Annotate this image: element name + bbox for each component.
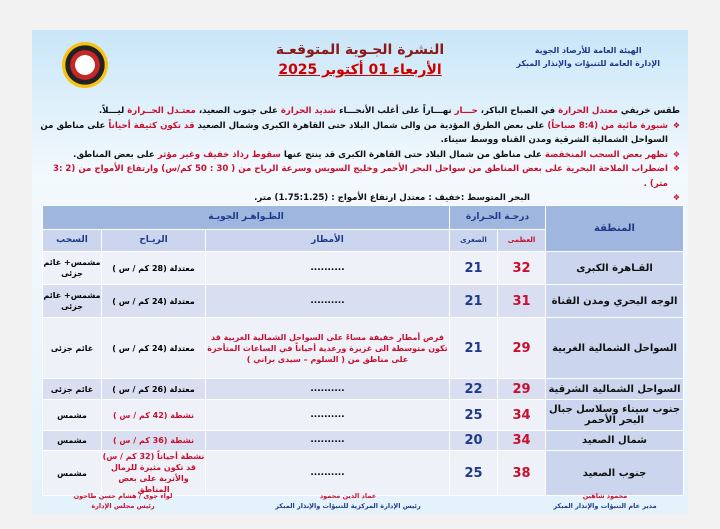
cell-wind: معتدلة (24 كم / س ) (102, 285, 206, 318)
bullet-item: ❖ شبورة مائية من (8:4 صباحاً) على بعض الطرق المؤدية من والى شمال البلاد حتى القاهرة الكبرى وشمال الصعيد قد تكون كثيفة أحياناً على مناطق من السواحل الشمالية الشرقية ومدن القناه ووسط سيناء. (40, 119, 680, 148)
header-rain: الأمطار (206, 230, 450, 252)
table-row (43, 431, 684, 451)
cell-max: 32 (498, 252, 546, 285)
cell-rain: .......... (206, 379, 450, 400)
summary: طقس خريفي معتدل الحرارة في الصباح الباكر، حـــار نهـــاراً على أغلب الأنحـــاء شديد الحرارة على جنوب الصعيد، معتـدل الحــرارة ليـــلاً. (98, 106, 680, 116)
cell-wind: نشطة (42 كم / س ) (102, 400, 206, 431)
cell-cloud: غائم جزئى (43, 318, 102, 379)
header-clouds: السحب (43, 230, 102, 252)
table-row (43, 252, 684, 285)
cell-rain: .......... (206, 400, 450, 431)
bullet-item: ❖ البحر المتوسط :خفيف : معتدل ارتفاع الأمواج : (1.75:1.25) متر. (40, 191, 680, 206)
cell-wind: نشطة أحياناً (32 كم / س) قد تكون مثيرة للرمال والأتربة على بعض المناطق (102, 452, 205, 494)
cell-wind: نشطة (36 كم / س ) (102, 431, 206, 451)
cell-wind: معتدلة (26 كم / س ) (102, 379, 206, 400)
cell-region: جنوب الصعيد (546, 451, 684, 496)
weather-bulletin (32, 30, 688, 514)
cell-rain: .......... (206, 431, 450, 451)
cell-region: القـاهرة الكبرى (546, 252, 684, 285)
cell-max: 31 (498, 285, 546, 318)
cell-min: 21 (450, 252, 498, 285)
signature: لواء جوى / هشام حسن طاحون رئيس مجلس الإدارة (73, 492, 173, 510)
bullet-item: ❖ اضطراب الملاحة البحرية على بعض المناطق من سواحل البحر الأحمر وخليج السويس وسرعة الرياح من ( 30 : 50 كم/س) وارتفاع الأمواج من (2 :3 متر) . (40, 162, 680, 191)
cell-rain: .......... (206, 451, 450, 496)
table-row (43, 285, 684, 318)
cell-max: 34 (498, 431, 546, 451)
table-row (43, 400, 684, 431)
cell-cloud: مشمس (43, 431, 102, 451)
forecast-table (42, 205, 684, 496)
cell-cloud: مشمس (43, 400, 102, 431)
cell-cloud: مشمس+ غائم جزئى (43, 252, 102, 285)
cell-min: 25 (450, 451, 498, 496)
cell-region: شمال الصعيد (546, 431, 684, 451)
header-region: المنطقة (546, 206, 684, 252)
table-row (43, 451, 684, 496)
cell-rain: .......... (206, 252, 450, 285)
cell-min: 21 (450, 285, 498, 318)
cell-max: 29 (498, 379, 546, 400)
bulletin-date: الأربعاء 01 أكتوبر 2025 (278, 62, 442, 78)
cell-region: الوجه البحري ومدن القناة (546, 285, 684, 318)
cell-max: 29 (498, 318, 546, 379)
bullet-item: ❖ تظهر بعض السحب المنخفضة على مناطق من شمال البلاد حتى القاهرة الكبرى قد ينتج عنها سقوط رذاذ خفيف وغير مؤثر على بعض المناطق. (40, 148, 680, 163)
cell-max: 34 (498, 400, 546, 431)
header-phenomena: الظـواهـر الجويـة (43, 206, 450, 230)
cell-min: 22 (450, 379, 498, 400)
cell-wind: معتدلة (28 كم / س ) (102, 252, 206, 285)
organization-name: الهيئة العامة للأرصاد الجوية الإدارة العامة للتنبؤات والإنذار المبكر (516, 46, 660, 68)
cell-min: 21 (450, 318, 498, 379)
cell-min: 25 (450, 400, 498, 431)
cell-region: السواحل الشمالية الشرقية (546, 379, 684, 400)
header-max: العظمى (498, 230, 546, 252)
cell-wind: معتدلة (24 كم / س ) (102, 318, 206, 379)
cell-rain: .......... (206, 285, 450, 318)
cell-cloud: غائم جزئى (43, 379, 102, 400)
cell-rain: فرص أمطار خفيفة مساءً على السواحل الشمالية الغربية قد تكون متوسطة الى غزيرة ورعدية أحياناً في الساعات المتأخرة على مناطق من ( السلوم – سيدى براني ) (206, 318, 450, 379)
forecast-text (40, 104, 680, 206)
table-row (43, 379, 684, 400)
bulletin-title: النشرة الجـوية المتوقعـة الأربعاء 01 أكتوبر 2025 (32, 40, 688, 80)
cell-region: جنوب سيناء وسلاسل جبال البحر الأحمر (546, 400, 684, 431)
cell-max: 38 (498, 451, 546, 496)
signature: محمود شاهين مدير عام التنبؤات والإنذار المبكر (553, 492, 657, 510)
signature: عماد الدين محمود رئيس الإدارة المركزية للتنبؤات والإنذار المبكر (275, 492, 421, 510)
cell-cloud: مشمس (43, 451, 102, 496)
cell-cloud: مشمس+ غائم جزئى (43, 285, 102, 318)
table-row (43, 318, 684, 379)
header-temperature: درجـة الحـرارة (450, 206, 546, 230)
cell-region: السواحل الشمالية الغربية (546, 318, 684, 379)
header-min: الصغرى (450, 230, 498, 252)
cell-min: 20 (450, 431, 498, 451)
header-wind: الريـاح (102, 230, 206, 252)
